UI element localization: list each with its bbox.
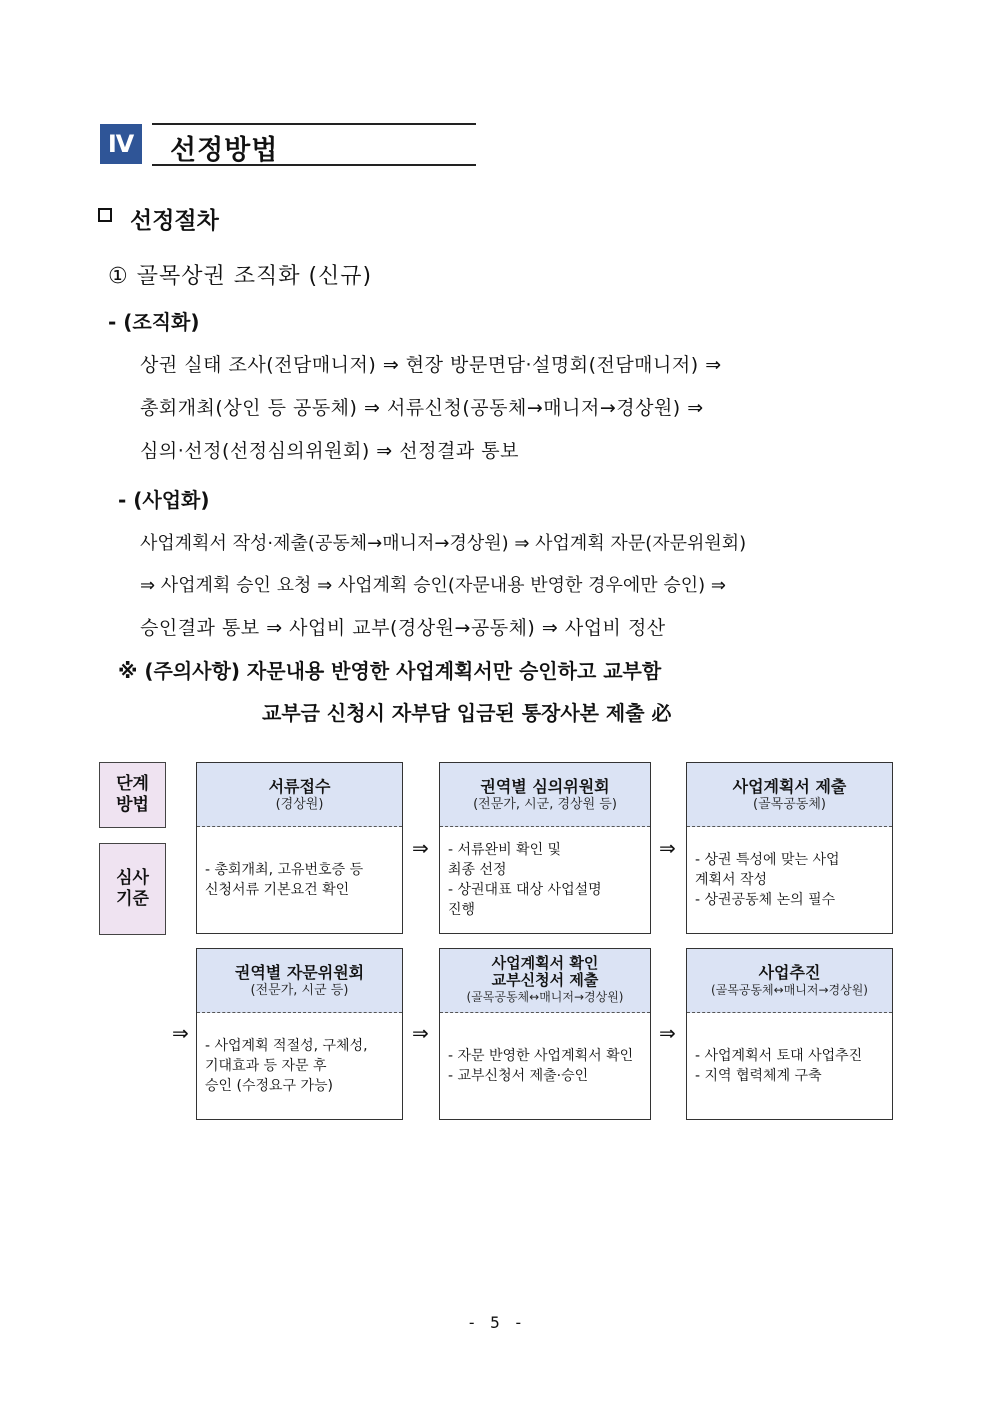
card-subtitle: (전문가, 시군 등) [250, 982, 349, 998]
flow-arrow: ⇒ [172, 1021, 189, 1045]
organize-line-2: 총회개최(상인 등 공동체) ⇒ 서류신청(공동체→매니저→경상원) ⇒ [140, 397, 704, 419]
card-body-line: - 교부신청서 제출·승인 [448, 1068, 589, 1084]
notice-line-2: 교부금 신청시 자부담 입금된 통장사본 제출 必 [262, 701, 672, 725]
subsection-title: 선정절차 [130, 208, 219, 234]
card-body-line: 진행 [448, 902, 476, 918]
card-body-line: - 총회개최, 고유번호증 등 [205, 862, 364, 878]
card-body-line: 기대효과 등 자문 후 [205, 1058, 327, 1074]
card-header [440, 763, 650, 827]
flow-card-review-committee [439, 762, 651, 934]
stage-method-label: 단계 방법 [99, 762, 166, 828]
card-header [440, 949, 650, 1013]
card-body-line: - 상권공동체 논의 필수 [695, 892, 836, 908]
card-title: 권역별 자문위원회 [234, 962, 365, 982]
card-subtitle: (골목공동체) [753, 796, 826, 812]
card-header [197, 763, 402, 827]
card-title: 사업추진 [758, 962, 821, 982]
card-body-line: - 자문 반영한 사업계획서 확인 [448, 1048, 634, 1064]
card-body [687, 1013, 892, 1119]
card-title: 서류접수 [268, 776, 331, 796]
flow-arrow: ⇒ [412, 1021, 429, 1045]
organize-label: - (조직화) [108, 310, 200, 334]
organize-line-1: 상권 실태 조사(전담매니저) ⇒ 현장 방문면담·설명회(전담매니저) ⇒ [140, 354, 722, 376]
card-body-line: - 서류완비 확인 및 [448, 842, 562, 858]
section-title-rule-top [152, 123, 476, 125]
page-number: - 5 - [466, 1313, 526, 1332]
business-label: - (사업화) [118, 488, 210, 512]
business-line-2: ⇒ 사업계획 승인 요청 ⇒ 사업계획 승인(자문내용 반영한 경우에만 승인) ⇒ [140, 575, 726, 596]
flow-arrow: ⇒ [659, 1021, 676, 1045]
card-subtitle: (골목공동체↔매니저→경상원) [711, 982, 868, 997]
card-body [197, 1013, 402, 1119]
card-subtitle: (경상원) [275, 796, 324, 812]
card-title: 사업계획서 확인 교부신청서 제출 [491, 954, 599, 989]
card-body [687, 827, 892, 933]
section-number-badge: Ⅳ [100, 124, 142, 164]
card-body-line: 최종 선정 [448, 862, 507, 878]
card-header [197, 949, 402, 1013]
card-body-line: 계획서 작성 [695, 872, 768, 888]
notice-line-1: ※ (주의사항) 자문내용 반영한 사업계획서만 승인하고 교부함 [118, 659, 662, 683]
card-body-line: - 상권 특성에 맞는 사업 [695, 852, 840, 868]
card-body-line: 승인 (수정요구 가능) [205, 1078, 334, 1094]
card-body [440, 1013, 650, 1119]
flow-card-document-receipt [196, 762, 403, 934]
card-body-line: - 상권대표 대상 사업설명 [448, 882, 602, 898]
business-line-1: 사업계획서 작성·제출(공동체→매니저→경상원) ⇒ 사업계획 자문(자문위원회) [140, 533, 747, 554]
flow-arrow: ⇒ [412, 836, 429, 860]
card-body [440, 827, 650, 933]
flow-card-project-execution [686, 948, 893, 1120]
organize-line-3: 심의·선정(선정심의위원회) ⇒ 선정결과 통보 [140, 440, 519, 462]
card-body [197, 827, 402, 933]
review-criteria-label: 심사 기준 [99, 843, 166, 935]
card-header [687, 949, 892, 1013]
flow-card-business-plan-submission [686, 762, 893, 934]
card-title: 권역별 심의위원회 [480, 776, 610, 796]
checkbox-bullet-icon [98, 208, 112, 222]
card-subtitle: (전문가, 시군, 경상원 등) [473, 796, 617, 812]
item-title: ① 골목상권 조직화 (신규) [108, 264, 373, 289]
business-line-3: 승인결과 통보 ⇒ 사업비 교부(경상원→공동체) ⇒ 사업비 정산 [140, 617, 666, 639]
flow-arrow: ⇒ [659, 836, 676, 860]
card-body-line: - 지역 협력체계 구축 [695, 1068, 822, 1084]
section-title: 선정방법 [170, 135, 279, 166]
card-subtitle: (골목공동체↔매니저→경상원) [466, 990, 624, 1004]
card-title: 사업계획서 제출 [732, 776, 847, 796]
card-body-line: - 사업계획서 토대 사업추진 [695, 1048, 863, 1064]
flow-card-advisory-committee [196, 948, 403, 1120]
card-header [687, 763, 892, 827]
card-body-line: - 사업계획 적절성, 구체성, [205, 1038, 368, 1054]
flow-card-plan-confirmation [439, 948, 651, 1120]
card-body-line: 신청서류 기본요건 확인 [205, 882, 350, 898]
